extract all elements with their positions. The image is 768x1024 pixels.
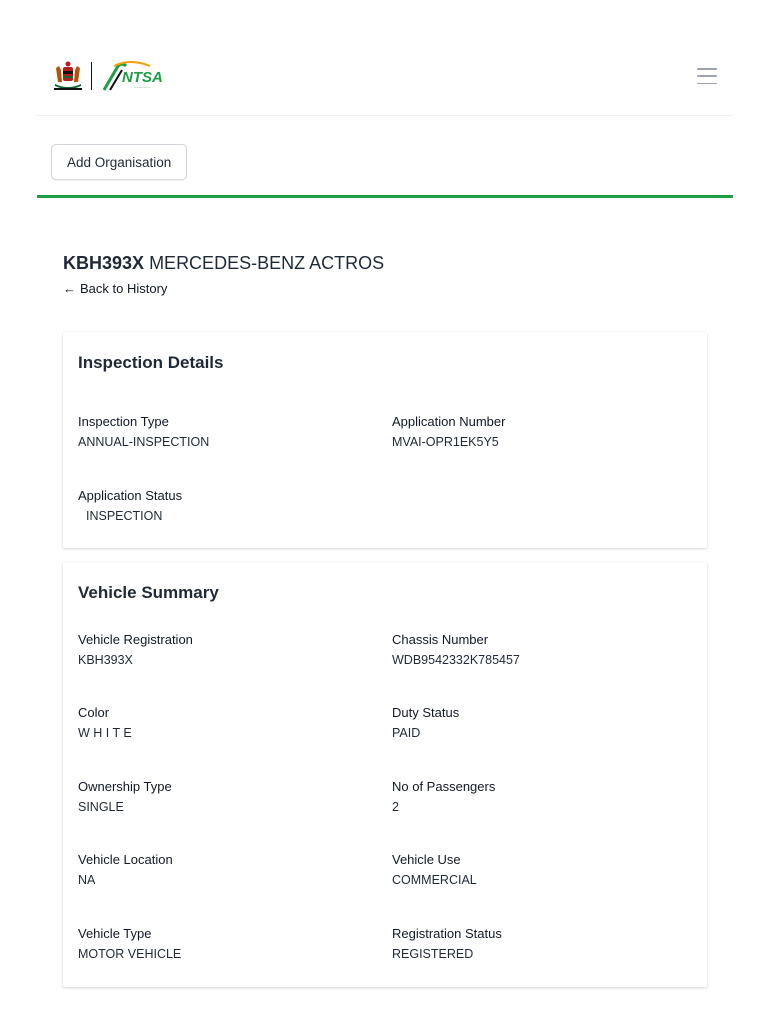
- vehicle-location-field: [78, 852, 368, 887]
- add-organisation-button[interactable]: Add Organisation: [51, 144, 187, 180]
- field-value: SINGLE: [78, 800, 124, 814]
- inspection-details-title: Inspection Details: [78, 353, 224, 372]
- field-label: Registration Status: [392, 926, 502, 941]
- vehicle-use-field: [392, 852, 682, 887]
- duty-status-field: [392, 705, 682, 740]
- svg-text:~~~~~~~: ~~~~~~~: [134, 85, 151, 90]
- application-number-field: [392, 414, 682, 449]
- inspection-details-card: [63, 332, 707, 548]
- field-label: Vehicle Registration: [78, 632, 193, 647]
- logo-divider: [91, 62, 92, 90]
- field-label: Vehicle Location: [78, 852, 173, 867]
- vehicle-registration-title: KBH393X: [63, 253, 145, 273]
- field-value: 2: [392, 800, 399, 814]
- svg-text:NTSA: NTSA: [122, 69, 163, 86]
- logo-group[interactable]: [50, 58, 166, 94]
- field-label: Inspection Type: [78, 414, 169, 429]
- hamburger-menu-icon[interactable]: [697, 68, 717, 84]
- vehicle-model-title: MERCEDES-BENZ ACTROS: [149, 253, 385, 273]
- registration-status-field: [392, 926, 682, 961]
- page-title: [63, 253, 384, 274]
- field-value: REGISTERED: [392, 947, 474, 961]
- field-value: NA: [78, 873, 96, 887]
- field-value: KBH393X: [78, 653, 133, 667]
- vehicle-type-field: [78, 926, 368, 961]
- back-to-history-label: Back to History: [80, 281, 168, 296]
- vehicle-summary-title: Vehicle Summary: [78, 583, 219, 602]
- chassis-number-field: [392, 632, 682, 667]
- field-value: W H I T E: [78, 726, 132, 740]
- field-label: Duty Status: [392, 705, 460, 720]
- toolbar: [37, 116, 733, 198]
- field-value: MOTOR VEHICLE: [78, 947, 182, 961]
- field-value: WDB9542332K785457: [392, 653, 520, 667]
- menu-line: [697, 83, 717, 85]
- inspection-type-field: [78, 414, 368, 449]
- top-header: [37, 40, 733, 116]
- menu-line: [697, 75, 717, 77]
- vehicle-registration-field: [78, 632, 368, 667]
- field-value: MVAI-OPR1EK5Y5: [392, 435, 499, 449]
- field-label: Vehicle Type: [78, 926, 152, 941]
- field-label: Vehicle Use: [392, 852, 461, 867]
- field-label: Color: [78, 705, 110, 720]
- field-label: Chassis Number: [392, 632, 489, 647]
- arrow-left-icon: ←: [63, 281, 76, 296]
- field-label: Ownership Type: [78, 779, 172, 794]
- field-label: Application Number: [392, 414, 506, 429]
- field-value: INSPECTION: [86, 509, 163, 523]
- page-heading: [63, 253, 384, 298]
- menu-line: [697, 68, 717, 70]
- field-value: ANNUAL-INSPECTION: [78, 435, 210, 449]
- vehicle-summary-card: [63, 562, 707, 987]
- application-status-field: [78, 488, 368, 523]
- field-value: PAID: [392, 726, 421, 740]
- ownership-type-field: [78, 779, 368, 814]
- field-label: No of Passengers: [392, 779, 496, 794]
- color-field: [78, 705, 368, 740]
- passengers-field: [392, 779, 682, 814]
- back-to-history-link[interactable]: [63, 281, 167, 296]
- field-label: Application Status: [78, 488, 183, 503]
- field-value: COMMERCIAL: [392, 873, 477, 887]
- ntsa-logo-icon: [100, 60, 166, 92]
- kenya-coat-of-arms-icon: [50, 58, 86, 94]
